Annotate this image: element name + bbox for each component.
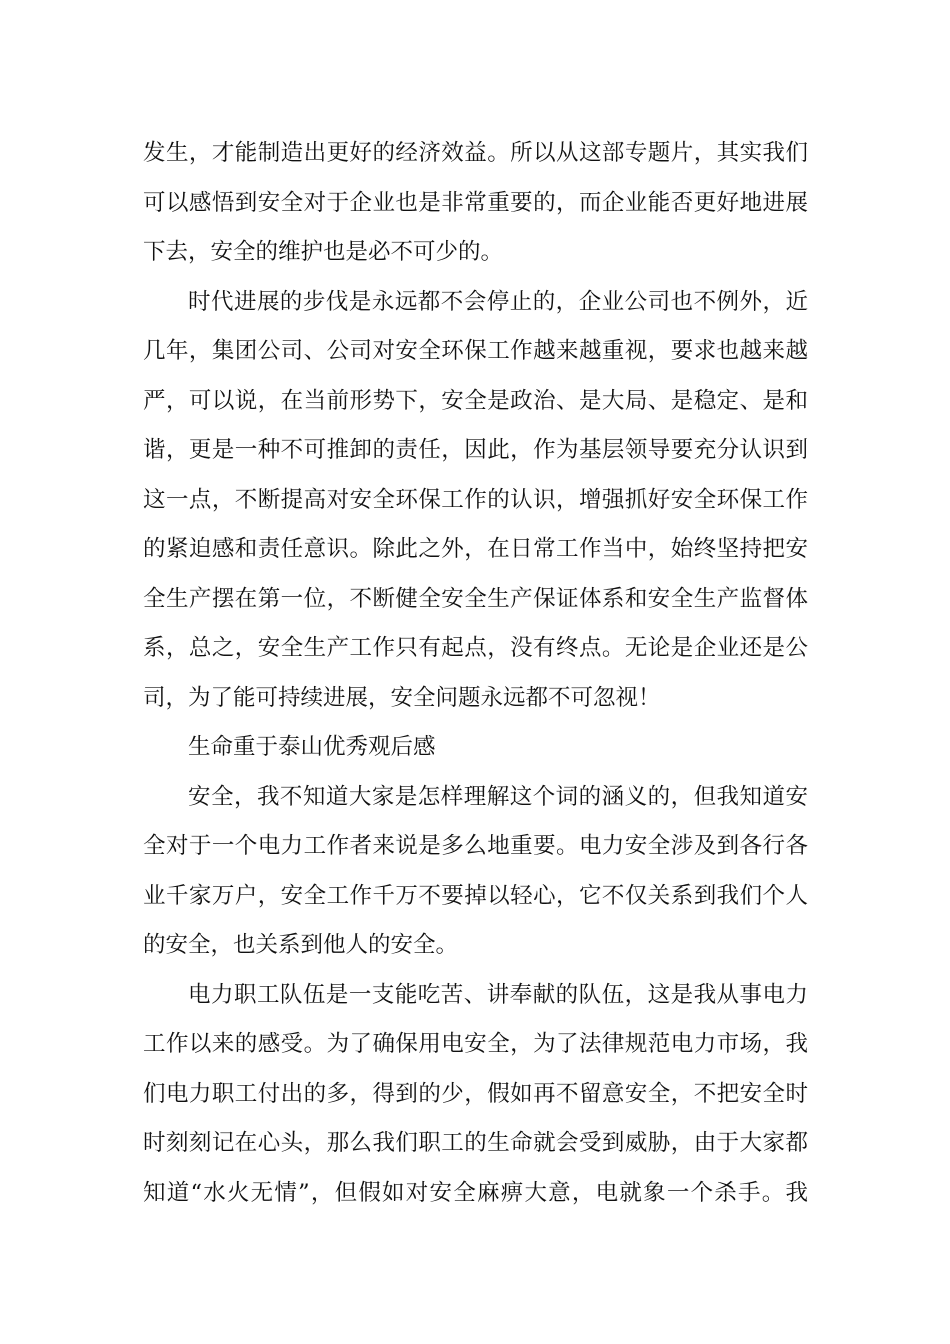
text-line: 几年，集团公司、公司对安全环保工作越来越重视，要求也越来越 bbox=[143, 338, 808, 364]
text-line: 下去，安全的维护也是必不可少的。 bbox=[143, 239, 504, 265]
text-line: 时代进展的步伐是永远都不会停止的，企业公司也不例外，近 bbox=[188, 288, 808, 315]
text-line: 全生产摆在第一位，不断健全安全生产保证体系和安全生产监督体 bbox=[143, 585, 808, 612]
text-line: 全对于一个电力工作者来说是多么地重要。电力安全涉及到各行各 bbox=[143, 833, 808, 859]
text-line: 们电力职工付出的多，得到的少，假如再不留意安全，不把安全时 bbox=[143, 1080, 808, 1107]
text-line: 发生，才能制造出更好的经济效益。所以从这部专题片，其实我们 bbox=[143, 140, 808, 166]
text-line: 生命重于泰山优秀观后感 bbox=[188, 734, 436, 760]
text-line: 系，总之，安全生产工作只有起点，没有终点。无论是企业还是公 bbox=[143, 635, 808, 661]
document-body bbox=[143, 129, 808, 1218]
text-line: 时刻刻记在心头，那么我们职工的生命就会受到威胁，由于大家都 bbox=[143, 1130, 808, 1156]
text-line: 这一点，不断提高对安全环保工作的认识，增强抓好安全环保工作 bbox=[143, 486, 808, 513]
text-line: 电力职工队伍是一支能吃苦、讲奉献的队伍，这是我从事电力 bbox=[188, 981, 808, 1008]
text-line: 严，可以说，在当前形势下，安全是政治、是大局、是稳定、是和 bbox=[143, 387, 808, 414]
text-line: 司，为了能可持续进展，安全问题永远都不可忽视！ bbox=[143, 684, 661, 711]
text-line: 知道“水火无情”，但假如对安全麻痹大意，电就象一个杀手。我 bbox=[143, 1179, 808, 1206]
text-line: 工作以来的感受。为了确保用电安全，为了法律规范电力市场，我 bbox=[143, 1031, 808, 1057]
text-line: 业千家万户，安全工作千万不要掉以轻心，它不仅关系到我们个人 bbox=[143, 882, 808, 909]
text-line: 的安全，也关系到他人的安全。 bbox=[143, 932, 459, 958]
text-line: 谐，更是一种不可推卸的责任，因此，作为基层领导要充分认识到 bbox=[143, 437, 808, 463]
text-line: 可以感悟到安全对于企业也是非常重要的，而企业能否更好地进展 bbox=[143, 189, 808, 216]
text-line: 的紧迫感和责任意识。除此之外，在日常工作当中，始终坚持把安 bbox=[143, 536, 808, 562]
text-line: 安全，我不知道大家是怎样理解这个词的涵义的，但我知道安 bbox=[188, 783, 808, 810]
